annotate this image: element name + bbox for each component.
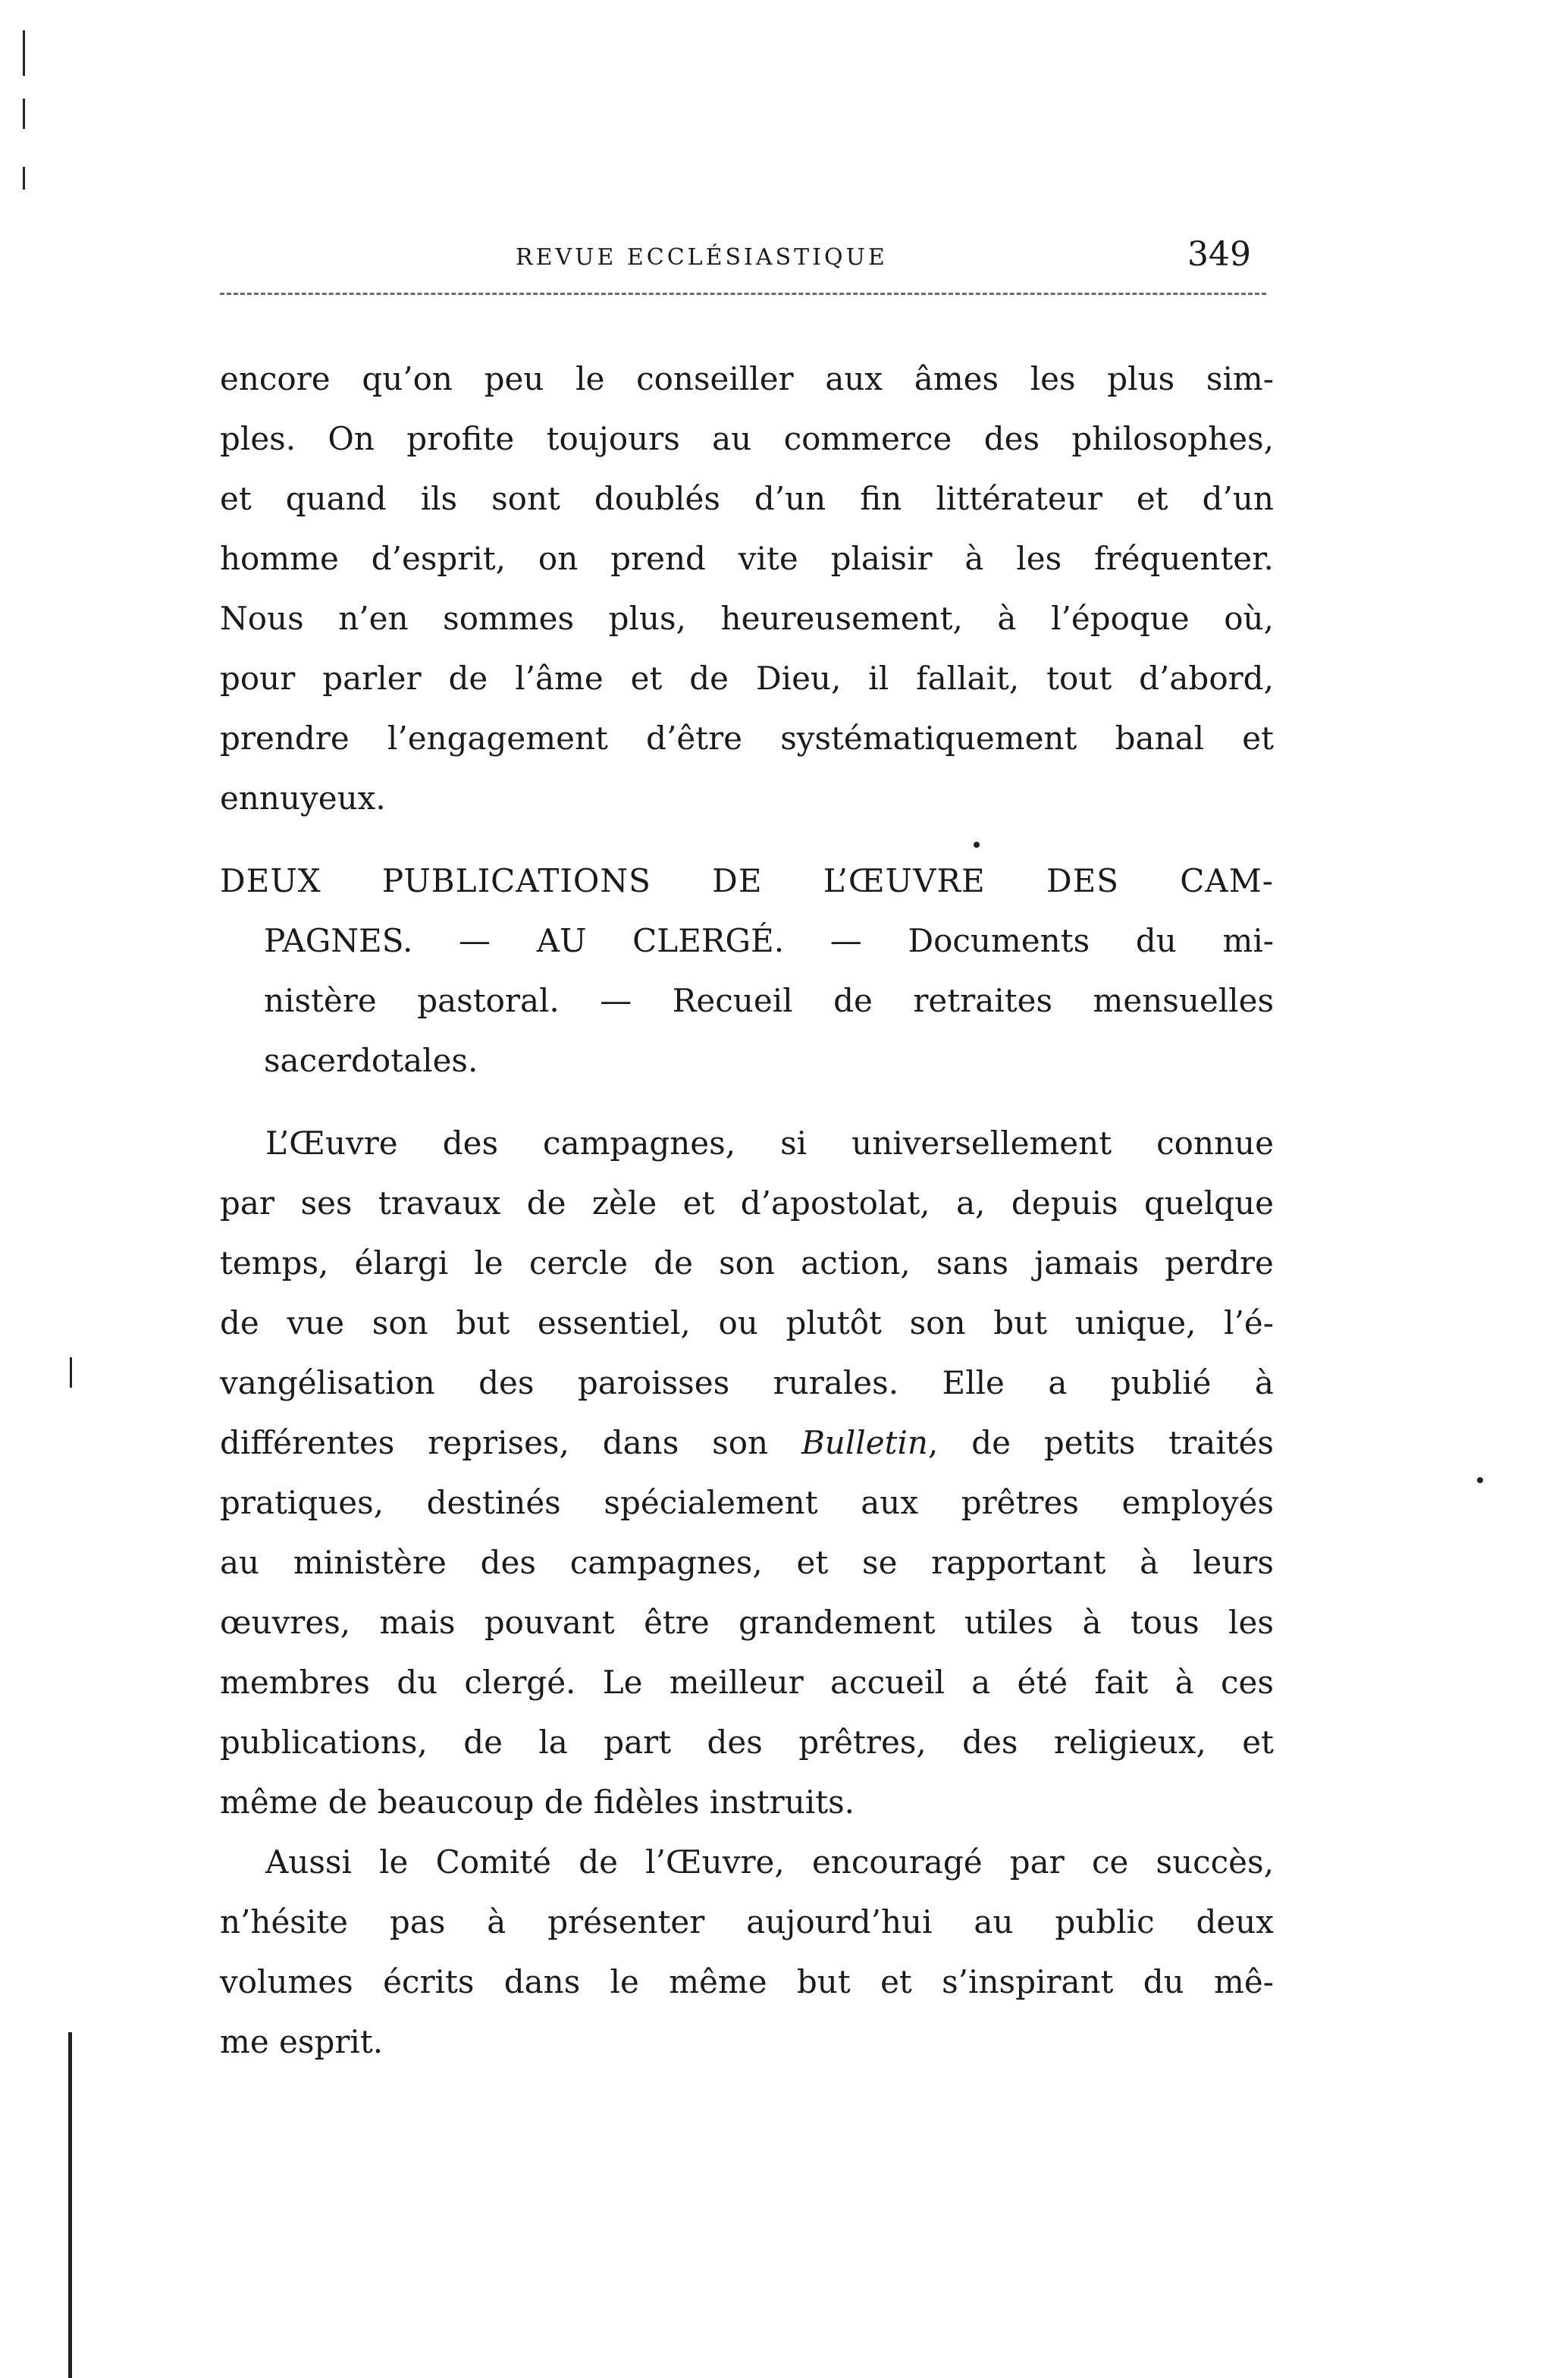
word: a,: [956, 1184, 986, 1222]
word: PUBLICATIONS: [381, 862, 651, 899]
word: temps,: [220, 1244, 329, 1282]
word: —: [829, 922, 862, 959]
word: même: [669, 1963, 767, 2000]
text-line: me esprit.: [220, 2023, 384, 2060]
word: n’hésite: [220, 1903, 349, 1940]
text-line: [220, 1353, 1274, 1413]
word: la: [538, 1724, 568, 1761]
word: a: [1048, 1364, 1068, 1401]
text-line: [220, 1892, 1274, 1952]
word: dans: [503, 1963, 581, 2000]
word: et: [796, 1544, 829, 1581]
word: rurales.: [773, 1364, 899, 1401]
word: CLERGÉ.: [632, 922, 785, 959]
word: pour: [220, 660, 296, 697]
word: reprises,: [428, 1424, 569, 1461]
word: œuvres,: [220, 1604, 351, 1641]
word: l’Œuvre,: [645, 1843, 785, 1881]
word: à: [1140, 1544, 1159, 1581]
word: ce: [1091, 1843, 1129, 1881]
text-line: même de beaucoup de fidèles instruits.: [220, 1784, 855, 1821]
word: son: [372, 1304, 428, 1341]
heading-line: [220, 911, 1274, 971]
word: de: [579, 1843, 618, 1881]
word: tous: [1130, 1604, 1200, 1641]
text-line: [220, 648, 1274, 708]
word: DE: [712, 862, 763, 899]
word: et: [630, 660, 663, 697]
word: DES: [1046, 862, 1120, 899]
word: but: [456, 1304, 510, 1341]
word: essentiel,: [537, 1304, 691, 1341]
word: ministère: [293, 1544, 447, 1581]
word: vangélisation: [220, 1364, 435, 1401]
word: petits: [1043, 1424, 1136, 1461]
word: ou: [718, 1304, 758, 1341]
word: l’âme: [515, 660, 604, 697]
word: mensuelles: [1093, 982, 1274, 1019]
word: action,: [801, 1244, 911, 1282]
word: perdre: [1165, 1244, 1274, 1282]
word: du: [397, 1664, 438, 1701]
word: de: [971, 1424, 1011, 1461]
text-line: [220, 1233, 1274, 1293]
word: à: [1174, 1664, 1194, 1701]
word: jamais: [1034, 1244, 1140, 1282]
word: —: [459, 922, 491, 959]
word: ses: [300, 1184, 353, 1222]
word: but: [993, 1304, 1048, 1341]
word: des: [478, 1364, 535, 1401]
word: des: [707, 1724, 763, 1761]
word: âmes: [914, 360, 999, 397]
word: de: [526, 1184, 566, 1222]
word: grandement: [739, 1604, 936, 1641]
word: vue: [287, 1304, 345, 1341]
word: vite: [738, 540, 798, 577]
word: d’abord,: [1139, 660, 1274, 697]
body-text: [220, 349, 1274, 2072]
word: connue: [1156, 1125, 1274, 1162]
text-line: [220, 1533, 1274, 1592]
heading-line: [220, 851, 1274, 911]
word: banal: [1115, 720, 1205, 757]
word: le: [474, 1244, 503, 1282]
word: l’engagement: [387, 720, 608, 757]
word: prêtres: [961, 1484, 1079, 1521]
word: si: [780, 1125, 808, 1162]
word: pratiques,: [220, 1484, 384, 1521]
word: AU: [536, 922, 587, 959]
running-header: [220, 235, 1266, 290]
word: PAGNES.: [264, 922, 413, 959]
text-line: ennuyeux.: [220, 780, 386, 817]
word: encore: [220, 360, 331, 397]
word: utiles: [964, 1604, 1054, 1641]
word: de: [689, 660, 729, 697]
word: —: [600, 982, 632, 1019]
word: quelque: [1143, 1184, 1274, 1222]
scan-edge-mark: [70, 1357, 72, 1388]
text-line: [220, 1712, 1274, 1772]
word: Aussi: [265, 1843, 352, 1881]
paragraph-1: [220, 349, 1274, 828]
word: nistère: [264, 982, 377, 1019]
word: fin: [860, 480, 902, 517]
text-line: [220, 1652, 1274, 1712]
word: campagnes,: [543, 1125, 736, 1162]
word: les: [1016, 540, 1062, 577]
word: doublés: [594, 480, 720, 517]
word: pastoral.: [417, 982, 560, 1019]
word: quand: [285, 480, 387, 517]
word: d’apostolat,: [740, 1184, 930, 1222]
word: par: [220, 1184, 275, 1222]
text-line: [220, 708, 1274, 768]
word: élargi: [354, 1244, 449, 1282]
word: d’esprit,: [371, 540, 506, 577]
word: tout: [1046, 660, 1112, 697]
ink-speck: [1477, 1477, 1483, 1483]
word: mais: [379, 1604, 456, 1641]
scan-edge-mark: [23, 167, 25, 190]
word: succès,: [1156, 1843, 1274, 1881]
word: plus,: [608, 600, 686, 637]
text-line: [220, 1952, 1274, 2012]
word: fréquenter.: [1094, 540, 1274, 577]
word: écrits: [383, 1963, 475, 2000]
text-line: [220, 1832, 1274, 1892]
heading-line: sacerdotales.: [264, 1042, 478, 1079]
word: les: [1030, 360, 1076, 397]
word: à: [487, 1903, 506, 1940]
word: Comité: [435, 1843, 552, 1881]
word: deux: [1196, 1903, 1274, 1940]
scan-edge-mark: [23, 30, 25, 76]
word: par: [1009, 1843, 1065, 1881]
word: de: [654, 1244, 693, 1282]
section-heading: [220, 851, 1274, 1090]
word: L’ŒUVRE: [823, 862, 986, 899]
text-line: [220, 409, 1274, 469]
word: volumes: [220, 1963, 353, 2000]
word: employés: [1121, 1484, 1274, 1521]
word: à: [997, 600, 1017, 637]
word: L’Œuvre: [265, 1125, 398, 1162]
word: à: [964, 540, 984, 577]
text-line-with-italic: [220, 1413, 1274, 1473]
word: présenter: [547, 1903, 705, 1940]
word: d’un: [1202, 480, 1274, 517]
word: été: [1017, 1664, 1068, 1701]
word: encouragé: [811, 1843, 983, 1881]
word: dans: [602, 1424, 679, 1461]
word: Le: [602, 1664, 643, 1701]
word: prendre: [220, 720, 350, 757]
word: public: [1055, 1903, 1155, 1940]
word: membres: [220, 1664, 370, 1701]
word: a: [971, 1664, 991, 1701]
word: sans: [936, 1244, 1009, 1282]
text-line: [220, 529, 1274, 588]
word: traités: [1168, 1424, 1274, 1461]
word: Elle: [942, 1364, 1005, 1401]
word: fallait,: [916, 660, 1020, 697]
word: Recueil: [672, 982, 793, 1019]
word: et: [880, 1963, 912, 2000]
word: DEUX: [220, 862, 321, 899]
word: l’époque: [1051, 600, 1190, 637]
word: des: [442, 1125, 498, 1162]
word: de: [463, 1724, 503, 1761]
word: peu: [484, 360, 544, 397]
word: d’être: [646, 720, 742, 757]
word: retraites: [913, 982, 1053, 1019]
word: et: [1136, 480, 1168, 517]
word: mê-: [1214, 1963, 1274, 2000]
text-line: [220, 1113, 1274, 1173]
word: rapportant: [931, 1544, 1106, 1581]
word: leurs: [1192, 1544, 1274, 1581]
paragraph-2: [220, 1113, 1274, 1832]
word: unique,: [1074, 1304, 1196, 1341]
word: conseiller: [636, 360, 794, 397]
word: zèle: [591, 1184, 657, 1222]
word: paroisses: [577, 1364, 730, 1401]
text-line: [220, 1592, 1274, 1652]
word: profite: [406, 420, 515, 457]
word: publications,: [220, 1724, 428, 1761]
word: On: [328, 420, 375, 457]
word: homme: [220, 540, 339, 577]
word: du: [1135, 922, 1177, 959]
word: clergé.: [464, 1664, 576, 1701]
word: pouvant: [484, 1604, 615, 1641]
word: accueil: [830, 1664, 945, 1701]
word: d’un: [754, 480, 826, 517]
word: fait: [1094, 1664, 1149, 1701]
word: philosophes,: [1071, 420, 1274, 457]
word: ces: [1220, 1664, 1274, 1701]
text-line: [220, 1473, 1274, 1533]
word: heureusement,: [720, 600, 963, 637]
word: des: [983, 420, 1040, 457]
word: plus: [1107, 360, 1175, 397]
word: mi-: [1222, 922, 1274, 959]
word: à: [1082, 1604, 1102, 1641]
text-line: [220, 588, 1274, 648]
running-title: REVUE ECCLÉSIASTIQUE: [516, 244, 888, 271]
word: des: [480, 1544, 536, 1581]
word: campagnes,: [569, 1544, 763, 1581]
word: différentes: [220, 1424, 395, 1461]
word: au: [974, 1903, 1014, 1940]
word: destinés: [426, 1484, 561, 1521]
word: littérateur: [936, 480, 1102, 517]
word: l’é-: [1224, 1304, 1274, 1341]
word: être: [644, 1604, 710, 1641]
word: aux: [825, 360, 883, 397]
word: les: [1228, 1604, 1274, 1641]
word: où,: [1224, 600, 1274, 637]
word: et: [220, 480, 252, 517]
word: il: [868, 660, 889, 697]
scan-edge-mark: [23, 99, 25, 129]
word: sont: [491, 480, 560, 517]
text-line: [220, 469, 1274, 529]
word: son: [719, 1244, 775, 1282]
text-line: [220, 349, 1274, 409]
word: universellement: [851, 1125, 1112, 1162]
word: depuis: [1011, 1184, 1118, 1222]
word: spécialement: [604, 1484, 818, 1521]
word: prend: [610, 540, 706, 577]
word: au: [220, 1544, 260, 1581]
word: le: [610, 1963, 639, 2000]
word: prêtres,: [798, 1724, 927, 1761]
word: qu’on: [362, 360, 453, 397]
word: sim-: [1206, 360, 1274, 397]
paragraph-3: [220, 1832, 1274, 2072]
word: aux: [861, 1484, 919, 1521]
word: ples.: [220, 420, 296, 457]
word: Documents: [908, 922, 1090, 959]
word: et: [1242, 720, 1274, 757]
header-rule: [220, 293, 1266, 295]
word: Nous: [220, 600, 304, 637]
word: CAM-: [1180, 862, 1274, 899]
word: le: [379, 1843, 409, 1881]
word: commerce: [783, 420, 952, 457]
word: but: [796, 1963, 851, 2000]
word: plaisir: [830, 540, 933, 577]
word: et: [682, 1184, 715, 1222]
word: au: [712, 420, 752, 457]
text-line: [220, 1293, 1274, 1353]
word: son: [712, 1424, 769, 1461]
word: se: [862, 1544, 898, 1581]
word: parler: [322, 660, 422, 697]
word: meilleur: [669, 1664, 804, 1701]
word: de: [833, 982, 873, 1019]
scan-edge-mark: [68, 2032, 72, 2378]
word: publié: [1110, 1364, 1212, 1401]
word: des: [962, 1724, 1018, 1761]
word: aujourd’hui: [746, 1903, 933, 1940]
word: n’en: [338, 600, 409, 637]
heading-line: [220, 971, 1274, 1031]
italic-word: Bulletin,: [801, 1424, 939, 1461]
word: cercle: [528, 1244, 629, 1282]
word: religieux,: [1053, 1724, 1206, 1761]
word: à: [1254, 1364, 1274, 1401]
word: de: [220, 1304, 259, 1341]
word: on: [538, 540, 579, 577]
word: toujours: [546, 420, 680, 457]
word: son: [909, 1304, 966, 1341]
word: pas: [389, 1903, 446, 1940]
word: du: [1143, 1963, 1184, 2000]
word: ils: [420, 480, 458, 517]
word: part: [604, 1724, 672, 1761]
word: et: [1242, 1724, 1274, 1761]
page-number: 349: [1187, 235, 1251, 274]
word: s’inspirant: [942, 1963, 1114, 2000]
word: plutôt: [786, 1304, 882, 1341]
word: Dieu,: [755, 660, 842, 697]
word: travaux: [378, 1184, 501, 1222]
word: de: [448, 660, 488, 697]
word: systématiquement: [780, 720, 1077, 757]
word: le: [575, 360, 605, 397]
text-line: [220, 1173, 1274, 1233]
word: sommes: [443, 600, 575, 637]
